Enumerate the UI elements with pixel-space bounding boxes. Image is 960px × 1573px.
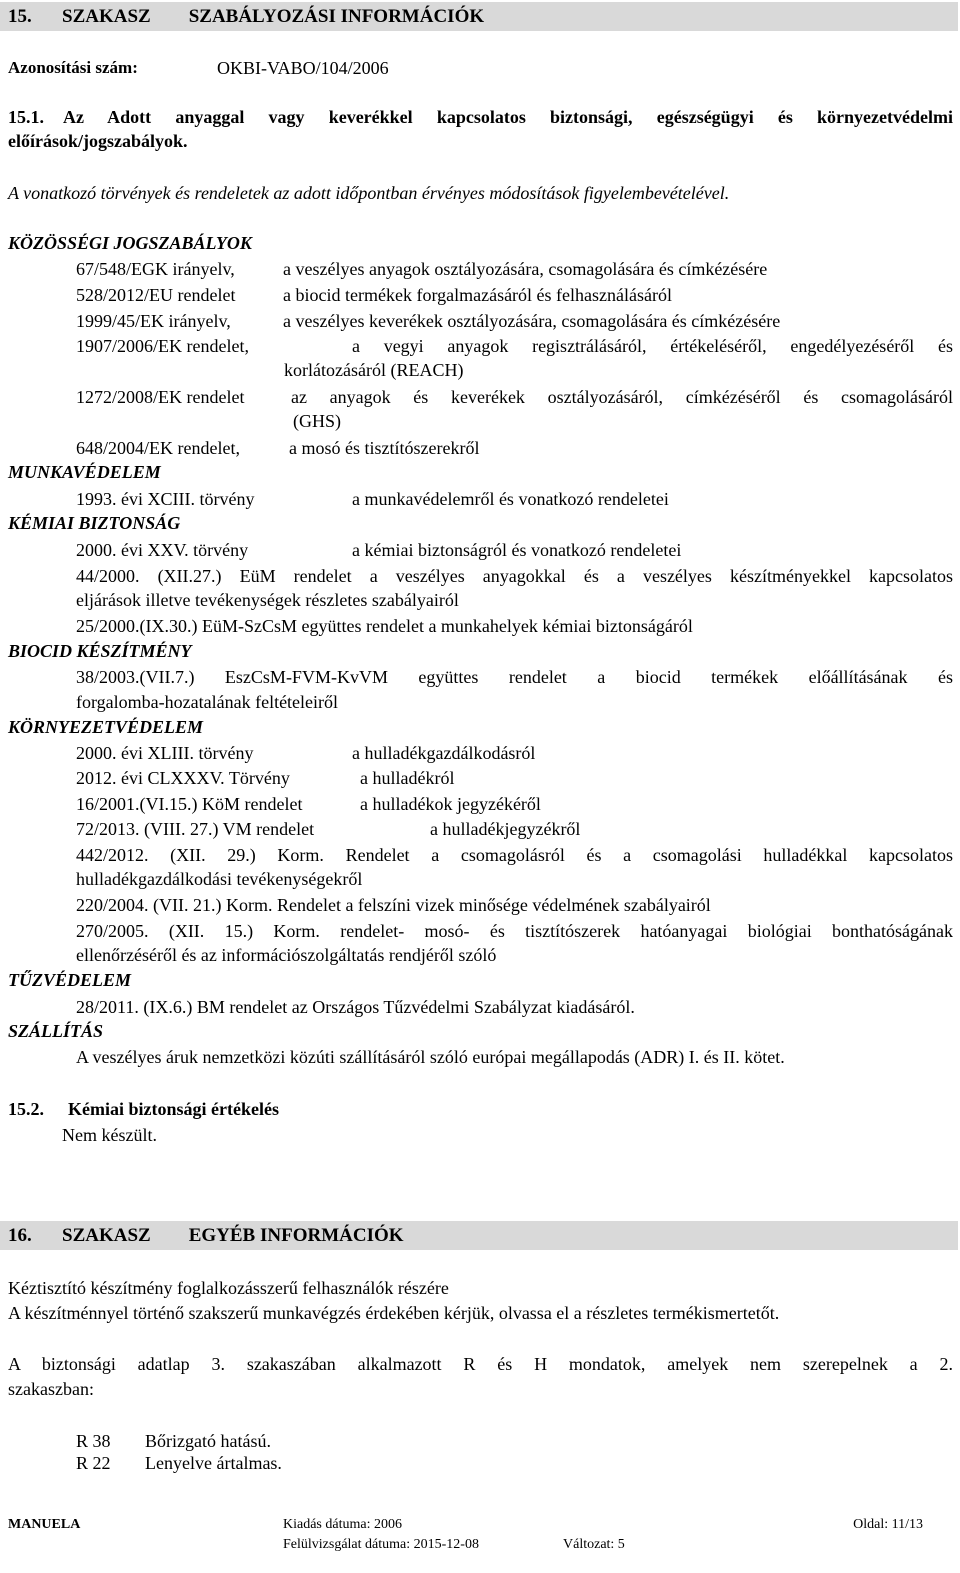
page-footer (8, 1513, 923, 1573)
r-phrase-code: R 38 (76, 1431, 111, 1451)
category-occupational-safety: MUNKAVÉDELEM (8, 462, 161, 482)
subsection-15-2-number: 15.2. (8, 1099, 44, 1119)
eu-item-desc: a mosó és tisztítószerekről (289, 438, 480, 458)
law-text-line-2: ellenőrzéséről és az információszolgáltatás rendjéről szóló (76, 945, 497, 965)
eu-item-desc: a veszélyes anyagok osztályozására, csomagolására és címkézésére (283, 259, 768, 279)
paragraph: A készítménnyel történő szakszerű munkavégzés érdekében kérjük, olvassa el a részletes termékismertetőt. (8, 1303, 780, 1323)
law-desc: a munkavédelemről és vonatkozó rendeletei (352, 489, 669, 509)
law-desc: a hulladékok jegyzékéről (360, 794, 541, 814)
eu-item-code: 648/2004/EK rendelet, (76, 438, 240, 458)
eu-item-code: 1272/2008/EK rendelet (76, 387, 245, 407)
section-16-number: 16. (8, 1225, 32, 1246)
eu-item-desc: a veszélyes keverékek osztályozására, csomagolására és címkézésére (283, 311, 781, 331)
category-fire-protection: TŰZVÉDELEM (8, 970, 132, 990)
law-code: 2012. évi CLXXXV. Törvény (76, 768, 290, 788)
category-transport: SZÁLLÍTÁS (8, 1021, 104, 1041)
footer-issue-date: Kiadás dátuma: 2006 (283, 1517, 402, 1532)
section-16-header (0, 1221, 958, 1250)
law-text-line-2: forgalomba-hozatalának feltételeiről (76, 692, 339, 712)
law-text-line-2: eljárások illetve tevékenységek részletes szabályairól (76, 590, 459, 610)
eu-item-desc: a biocid termékek forgalmazásáról és felhasználásáról (283, 285, 672, 305)
r-phrase-text: Bőrizgató hatású. (145, 1431, 271, 1451)
eu-item-code: 1999/45/EK irányelv, (76, 311, 231, 331)
eu-item-desc-cont: korlátozásáról (REACH) (284, 360, 464, 380)
section-16-title: SZAKASZ EGYÉB INFORMÁCIÓK (62, 1225, 404, 1246)
category-chemical-safety: KÉMIAI BIZTONSÁG (8, 513, 181, 533)
law-desc: a hulladékjegyzékről (430, 819, 581, 839)
subsection-15-1-title-line-2: előírások/jogszabályok. (8, 131, 188, 151)
eu-item-code: 528/2012/EU rendelet (76, 285, 236, 305)
law-code: 2000. évi XLIII. törvény (76, 743, 254, 763)
eu-item-desc: a vegyi anyagok regisztrálásáról, értékeléséről, engedélyezéséről és (352, 336, 953, 356)
law-text: 28/2011. (IX.6.) BM rendelet az Országos Tűzvédelmi Szabályzat kiadásáról. (76, 997, 635, 1017)
section-15-title: SZAKASZ SZABÁLYOZÁSI INFORMÁCIÓK (62, 6, 485, 27)
law-text-line-1: 270/2005. (XII. 15.) Korm. rendelet- mosó- és tisztítószerek hatóanyagai biológiai bonthatóságának (76, 921, 953, 941)
law-text-line-2: hulladékgazdálkodási tevékenységekről (76, 869, 363, 889)
id-label: Azonosítási szám: (8, 58, 138, 77)
legislation-note: A vonatkozó törvények és rendeletek az adott időpontban érvényes módosítások figyelembevételével. (8, 183, 730, 203)
law-code: 2000. évi XXV. törvény (76, 540, 249, 560)
section-15-header (0, 2, 958, 31)
category-environment: KÖRNYEZETVÉDELEM (8, 717, 204, 737)
law-text: 25/2000.(IX.30.) EüM-SzCsM együttes rendelet a munkahelyek kémiai biztonságáról (76, 616, 693, 636)
id-value: OKBI-VABO/104/2006 (217, 58, 389, 78)
category-eu-legislation: KÖZÖSSÉGI JOGSZABÁLYOK (8, 233, 252, 253)
law-code: 72/2013. (VIII. 27.) VM rendelet (76, 819, 315, 839)
eu-item-code: 67/548/EGK irányelv, (76, 259, 235, 279)
r-phrase-code: R 22 (76, 1453, 111, 1473)
footer-review-date: Felülvizsgálat dátuma: 2015-12-08 (283, 1537, 479, 1552)
footer-version: Változat: 5 (563, 1537, 625, 1552)
law-text-line-1: 38/2003.(VII.7.) EszCsM-FVM-KvVM együttes rendelet a biocid termékek előállításának és (76, 667, 953, 687)
law-desc: a hulladékról (360, 768, 455, 788)
footer-brand: MANUELA (8, 1517, 81, 1532)
footer-page-number: Oldal: 11/13 (853, 1517, 923, 1532)
subsection-15-2-text: Nem készült. (62, 1125, 157, 1145)
law-text-line-1: 44/2000. (XII.27.) EüM rendelet a veszélyes anyagokkal és a veszélyes készítményekkel kapcsolatos (76, 566, 953, 586)
r-phrase-text: Lenyelve ártalmas. (145, 1453, 282, 1473)
law-code: 1993. évi XCIII. törvény (76, 489, 255, 509)
paragraph-line-2: szakaszban: (8, 1379, 94, 1399)
eu-item-code: 1907/2006/EK rendelet, (76, 336, 249, 356)
eu-item-desc: az anyagok és keverékek osztályozásáról, címkézéséről és csomagolásáról (291, 387, 953, 407)
subsection-15-2-title: Kémiai biztonsági értékelés (68, 1099, 279, 1119)
law-text: A veszélyes áruk nemzetközi közúti szállításáról szóló európai megállapodás (ADR) I. és II. kötet. (76, 1047, 785, 1067)
law-text-line-1: 442/2012. (XII. 29.) Korm. Rendelet a csomagolásról és a csomagolási hulladékkal kapcsolatos (76, 845, 953, 865)
law-text: 220/2004. (VII. 21.) Korm. Rendelet a felszíni vizek minősége védelmének szabályairól (76, 895, 711, 915)
category-biocide: BIOCID KÉSZÍTMÉNY (8, 641, 192, 661)
eu-item-desc-cont: (GHS) (293, 411, 341, 431)
subsection-15-1-title-line-1: Az Adott anyaggal vagy keverékkel kapcsolatos biztonsági, egészségügyi és környezetvédelmi (63, 107, 953, 127)
paragraph-line-1: A biztonsági adatlap 3. szakaszában alkalmazott R és H mondatok, amelyek nem szerepelnek a 2. (8, 1354, 953, 1374)
subsection-15-1-number: 15.1. (8, 107, 44, 127)
law-desc: a hulladékgazdálkodásról (352, 743, 536, 763)
law-desc: a kémiai biztonságról és vonatkozó rendeletei (352, 540, 682, 560)
section-15-number: 15. (8, 6, 32, 27)
paragraph: Kéztisztító készítmény foglalkozásszerű felhasználók részére (8, 1278, 449, 1298)
law-code: 16/2001.(VI.15.) KöM rendelet (76, 794, 303, 814)
